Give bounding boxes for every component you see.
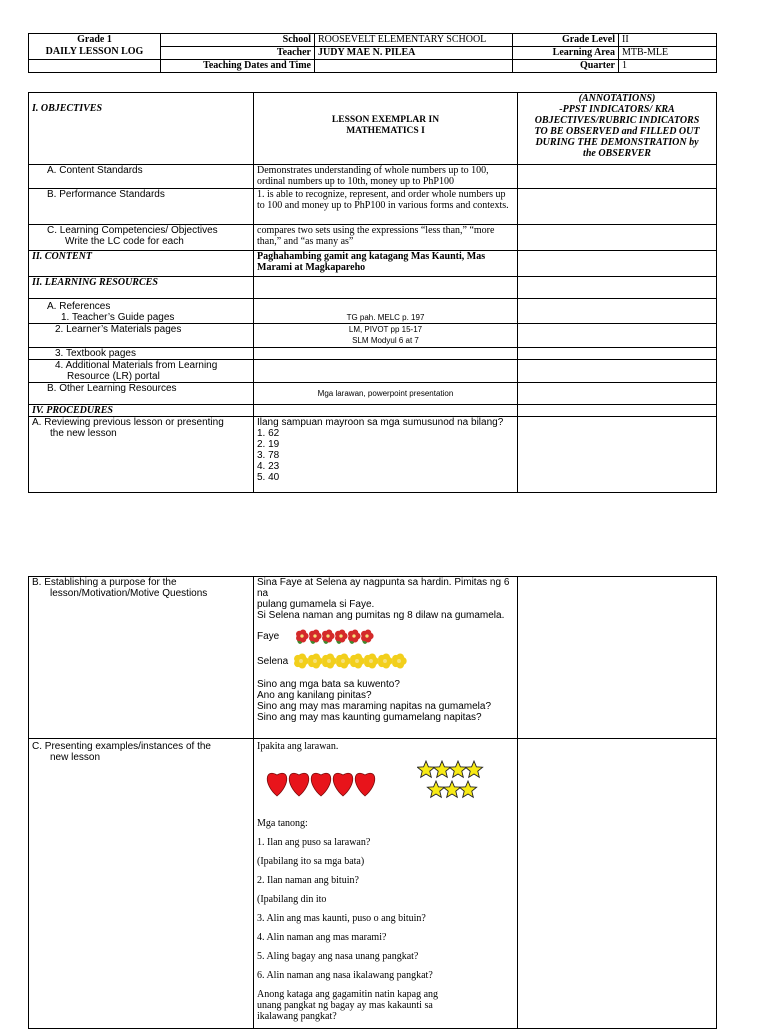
additional-materials-annotation bbox=[518, 360, 717, 383]
textbook-value bbox=[254, 348, 518, 360]
other-resources-annotation bbox=[518, 383, 717, 405]
competencies-label-line-2: Write the LC code for each bbox=[65, 236, 184, 247]
review-label bbox=[29, 417, 254, 493]
heart-icon bbox=[289, 773, 309, 796]
content-value: Paghahambing gamit ang katagang Mas Kaunti, Mas Marami at Magkapareho bbox=[254, 251, 518, 277]
examples-content bbox=[254, 739, 518, 1029]
red-flowers bbox=[293, 627, 383, 645]
example-question: (Ipabilang ito sa mga bata) bbox=[257, 856, 365, 867]
star-icon bbox=[443, 781, 460, 797]
hearts-group bbox=[265, 766, 377, 800]
examples-label-line-2: new lesson bbox=[50, 752, 101, 763]
yellow-flower-icon bbox=[322, 653, 337, 668]
textbook-annotation bbox=[518, 348, 717, 360]
procedures-annotation bbox=[518, 405, 717, 417]
selena-flowers-row bbox=[257, 651, 514, 671]
additional-materials-line-2: Resource (LR) portal bbox=[67, 371, 160, 382]
competencies-value: compares two sets using the expressions “less than,” “more than,” and “as many as” bbox=[254, 225, 518, 251]
tg-label: 1. Teacher’s Guide pages bbox=[61, 312, 175, 323]
exemplar-title bbox=[254, 93, 518, 165]
references-label-text: A. References bbox=[47, 301, 111, 312]
content-standards-value: Demonstrates understanding of whole numbers up to 100, ordinal numbers up to 10th, money up to PhP100 bbox=[254, 165, 518, 189]
annotations-line-3: OBJECTIVES/RUBRIC INDICATORS bbox=[534, 115, 700, 126]
procedures-heading: IV. PROCEDURES bbox=[29, 405, 254, 417]
learning-resources-value bbox=[254, 277, 518, 299]
examples-intro: Ipakita ang larawan. bbox=[257, 741, 339, 752]
school-label: School bbox=[161, 34, 315, 47]
lm-value-line-1: LM, PIVOT pp 15-17 bbox=[348, 325, 423, 334]
red-flower-icon bbox=[361, 630, 374, 643]
other-resources-label: B. Other Learning Resources bbox=[29, 383, 254, 405]
additional-materials-line-1: 4. Additional Materials from Learning bbox=[55, 360, 218, 371]
yellow-flower-icon bbox=[294, 653, 309, 668]
school-value: ROOSEVELT ELEMENTARY SCHOOL bbox=[315, 34, 513, 47]
lm-value-line-2: SLM Modyul 6 at 7 bbox=[352, 336, 419, 345]
additional-materials-value bbox=[254, 360, 518, 383]
procedures-value bbox=[254, 405, 518, 417]
shapes-row bbox=[257, 760, 514, 804]
red-flower-icon bbox=[322, 630, 335, 643]
quarter-value: 1 bbox=[619, 60, 717, 73]
star-icon bbox=[459, 781, 476, 797]
faye-flowers-row bbox=[257, 627, 514, 645]
review-label-line-2: the new lesson bbox=[50, 428, 117, 439]
log-title bbox=[29, 34, 161, 60]
annotations-line-6: the OBSERVER bbox=[583, 148, 651, 159]
log-title-grade: Grade 1 bbox=[77, 34, 112, 45]
example-question: 6. Alin naman ang nasa ikalawang pangkat? bbox=[257, 970, 433, 981]
closing-line-1: Anong kataga ang gagamitin natin kapag ang bbox=[257, 989, 439, 1000]
objectives-heading: I. OBJECTIVES bbox=[29, 93, 254, 165]
review-item: 1. 62 bbox=[257, 428, 280, 439]
motivation-question: Sino ang may mas kaunting gumamelang napitas? bbox=[257, 712, 482, 723]
heart-icon bbox=[333, 773, 353, 796]
motivation-question: Sino ang may mas maraming napitas na gumamela? bbox=[257, 701, 492, 712]
dates-label: Teaching Dates and Time bbox=[161, 60, 315, 73]
teacher-label: Teacher bbox=[161, 47, 315, 60]
star-icon bbox=[465, 761, 482, 777]
performance-standards-annotation bbox=[518, 189, 717, 225]
annotations-line-4: TO BE OBSERVED and FILLED OUT bbox=[534, 126, 700, 137]
yellow-flower-icon bbox=[364, 653, 379, 668]
star-icon bbox=[417, 761, 434, 777]
grade-level-value: II bbox=[619, 34, 717, 47]
story-line-3: Si Selena naman ang pumitas ng 8 dilaw na gumamela. bbox=[257, 610, 505, 621]
questions-title: Mga tanong: bbox=[257, 818, 308, 829]
exemplar-line-1: LESSON EXEMPLAR IN bbox=[331, 115, 440, 125]
motivation-content bbox=[254, 577, 518, 739]
header-table bbox=[28, 33, 717, 73]
review-item: 5. 40 bbox=[257, 472, 280, 483]
faye-label: Faye bbox=[257, 630, 280, 642]
star-icon bbox=[449, 761, 466, 777]
performance-standards-value: 1. is able to recognize, represent, and order whole numbers up to 100 and money up to PhP100 in various forms and contexts. bbox=[254, 189, 518, 225]
story-line-2: pulang gumamela si Faye. bbox=[257, 599, 375, 610]
annotations-line-2: -PPST INDICATORS/ KRA bbox=[559, 104, 675, 115]
example-question: 5. Aling bagay ang nasa unang pangkat? bbox=[257, 951, 419, 962]
lm-annotation bbox=[518, 324, 717, 348]
star-icon bbox=[433, 761, 450, 777]
learning-resources-annotation bbox=[518, 277, 717, 299]
example-question: 1. Ilan ang puso sa larawan? bbox=[257, 837, 371, 848]
yellow-flower-icon bbox=[350, 653, 365, 668]
review-item: 2. 19 bbox=[257, 439, 280, 450]
motivation-label-line-1: B. Establishing a purpose for the bbox=[32, 577, 177, 588]
competencies-label-line-1: C. Learning Competencies/ Objectives bbox=[47, 225, 218, 236]
competencies-annotation bbox=[518, 225, 717, 251]
lm-value bbox=[254, 324, 518, 348]
exemplar-line-2: MATHEMATICS I bbox=[346, 126, 425, 136]
motivation-label bbox=[29, 577, 254, 739]
example-question: 3. Alin ang mas kaunti, puso o ang bituin? bbox=[257, 913, 426, 924]
yellow-flower-icon bbox=[336, 653, 351, 668]
examples-label bbox=[29, 739, 254, 1029]
review-content bbox=[254, 417, 518, 493]
examples-label-line-1: C. Presenting examples/instances of the bbox=[32, 741, 211, 752]
red-flower-icon bbox=[348, 630, 361, 643]
examples-annotation bbox=[518, 739, 717, 1029]
red-flower-icon bbox=[309, 630, 322, 643]
performance-standards-label: B. Performance Standards bbox=[29, 189, 254, 225]
learning-area-label: Learning Area bbox=[513, 47, 619, 60]
motivation-question: Sino ang mga bata sa kuwento? bbox=[257, 679, 400, 690]
review-item: 3. 78 bbox=[257, 450, 280, 461]
other-resources-value: Mga larawan, powerpoint presentation bbox=[254, 383, 518, 405]
teacher-value: JUDY MAE N. PILEA bbox=[315, 47, 513, 60]
competencies-label bbox=[29, 225, 254, 251]
example-question: (Ipabilang din ito bbox=[257, 894, 327, 905]
yellow-flower-icon bbox=[308, 653, 323, 668]
heart-icon bbox=[267, 773, 287, 796]
textbook-label: 3. Textbook pages bbox=[29, 348, 254, 360]
review-question: Ilang sampuan mayroon sa mga sumusunod na bilang? bbox=[257, 417, 504, 428]
heart-icon bbox=[311, 773, 331, 796]
content-annotation bbox=[518, 251, 717, 277]
example-question: 2. Ilan naman ang bituin? bbox=[257, 875, 359, 886]
motivation-annotation bbox=[518, 577, 717, 739]
lesson-table-1 bbox=[28, 92, 717, 493]
yellow-flower-icon bbox=[392, 653, 407, 668]
annotations-line-5: DURING THE DEMONSTRATION by bbox=[535, 137, 699, 148]
yellow-flowers bbox=[293, 651, 411, 671]
content-heading: II. CONTENT bbox=[29, 251, 254, 277]
closing-line-2: unang pangkat ng bagay ay mas kakaunti sa bbox=[257, 1000, 433, 1011]
log-title-name: DAILY LESSON LOG bbox=[45, 46, 144, 57]
annotations-line-1: (ANNOTATIONS) bbox=[578, 93, 656, 104]
story-line-1: Sina Faye at Selena ay nagpunta sa hardin. Pimitas ng 6 na bbox=[257, 577, 510, 599]
selena-label: Selena bbox=[257, 655, 289, 667]
motivation-question: Ano ang kanilang pinitas? bbox=[257, 690, 372, 701]
annotations-heading bbox=[518, 93, 717, 165]
review-item: 4. 23 bbox=[257, 461, 280, 472]
review-annotation bbox=[518, 417, 717, 493]
tg-value: TG pah. MELC p. 197 bbox=[254, 299, 518, 324]
references-label bbox=[29, 299, 254, 324]
grade-level-label: Grade Level bbox=[513, 34, 619, 47]
example-question: 4. Alin naman ang mas marami? bbox=[257, 932, 387, 943]
stars-group bbox=[417, 760, 487, 802]
red-flower-icon bbox=[335, 630, 348, 643]
content-standards-annotation bbox=[518, 165, 717, 189]
motivation-label-line-2: lesson/Motivation/Motive Questions bbox=[50, 588, 208, 599]
quarter-label: Quarter bbox=[513, 60, 619, 73]
learning-resources-heading: II. LEARNING RESOURCES bbox=[29, 277, 254, 299]
learning-area-value: MTB-MLE bbox=[619, 47, 717, 60]
heart-icon bbox=[355, 773, 375, 796]
red-flower-icon bbox=[296, 630, 309, 643]
lm-label: 2. Learner’s Materials pages bbox=[29, 324, 254, 348]
references-annotation bbox=[518, 299, 717, 324]
yellow-flower-icon bbox=[378, 653, 393, 668]
review-label-line-1: A. Reviewing previous lesson or presenting bbox=[32, 417, 224, 428]
content-standards-label: A. Content Standards bbox=[29, 165, 254, 189]
blank-cell bbox=[29, 60, 161, 73]
star-icon bbox=[427, 781, 444, 797]
closing-line-3: ikalawang pangkat? bbox=[257, 1011, 337, 1022]
lesson-table-2 bbox=[28, 576, 717, 1029]
additional-materials-label bbox=[29, 360, 254, 383]
dates-value bbox=[315, 60, 513, 73]
